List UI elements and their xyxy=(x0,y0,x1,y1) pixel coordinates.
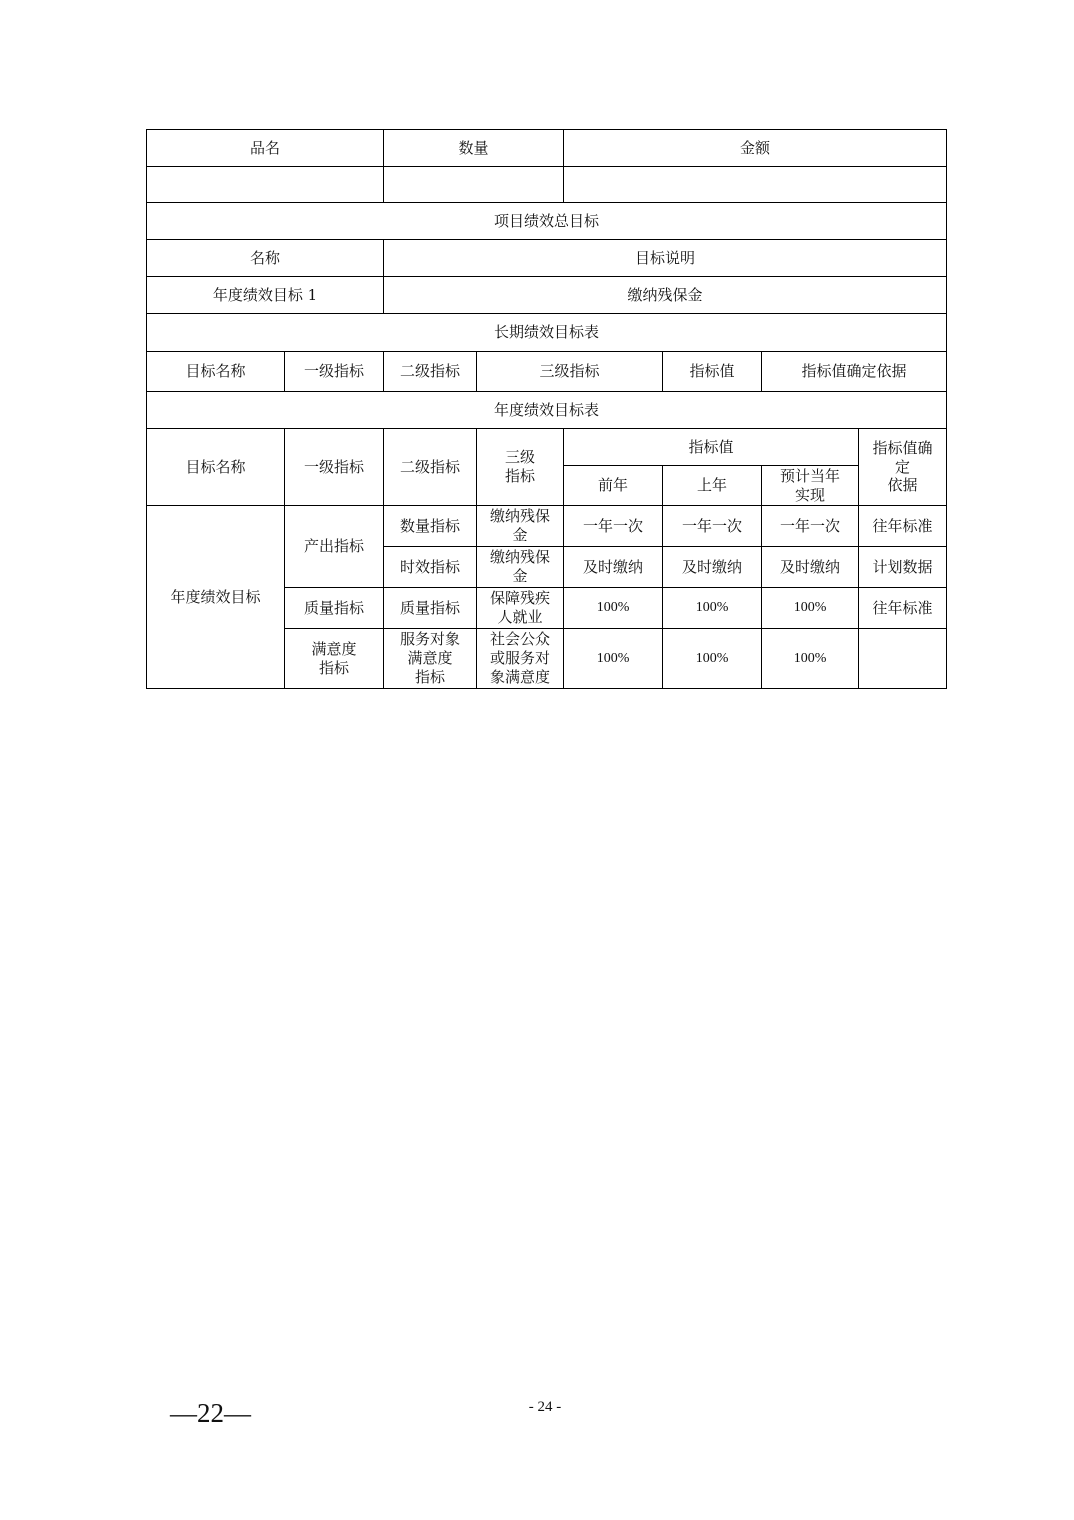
row-level3: 保障残疾 人就业 xyxy=(477,588,564,629)
row-last: 一年一次 xyxy=(663,506,762,547)
row-level3: 缴纳残保 金 xyxy=(477,547,564,588)
annual-title: 年度绩效目标表 xyxy=(147,392,947,429)
long-term-header-level1: 一级指标 xyxy=(285,352,384,392)
row-level1: 产出指标 xyxy=(285,506,384,588)
annual-header-prev-year: 前年 xyxy=(564,466,663,506)
row-prev: 100% xyxy=(564,588,663,629)
cell-quantity xyxy=(384,167,564,203)
table-row xyxy=(147,506,947,547)
row-level3: 社会公众 或服务对 象满意度 xyxy=(477,629,564,689)
row-expected: 一年一次 xyxy=(762,506,859,547)
total-goal-desc-header: 目标说明 xyxy=(384,240,947,277)
performance-goal-table xyxy=(146,129,947,689)
long-term-title: 长期绩效目标表 xyxy=(147,314,947,352)
row-expected: 100% xyxy=(762,629,859,689)
row-level1: 满意度 指标 xyxy=(285,629,384,689)
row-prev: 及时缴纳 xyxy=(564,547,663,588)
page-label: —22— xyxy=(170,1398,251,1428)
total-goal-name: 年度绩效目标 1 xyxy=(147,277,384,314)
row-level1: 质量指标 xyxy=(285,588,384,629)
long-term-header-value: 指标值 xyxy=(663,352,762,392)
header-quantity: 数量 xyxy=(384,130,564,167)
cell-item-name xyxy=(147,167,384,203)
row-basis: 往年标准 xyxy=(859,588,947,629)
annual-header-basis: 指标值确 定 依据 xyxy=(859,429,947,506)
annual-header-expected: 预计当年 实现 xyxy=(762,466,859,506)
cell-amount xyxy=(564,167,947,203)
total-goal-desc: 缴纳残保金 xyxy=(384,277,947,314)
long-term-header-level3: 三级指标 xyxy=(477,352,663,392)
long-term-header-level2: 二级指标 xyxy=(384,352,477,392)
row-prev: 100% xyxy=(564,629,663,689)
annual-header-level2: 二级指标 xyxy=(384,429,477,506)
total-goal-title: 项目绩效总目标 xyxy=(147,203,947,240)
long-term-header-goal-name: 目标名称 xyxy=(147,352,285,392)
row-last: 100% xyxy=(663,588,762,629)
row-last: 及时缴纳 xyxy=(663,547,762,588)
page-number: - 24 - xyxy=(528,1399,562,1415)
row-level3: 缴纳残保 金 xyxy=(477,506,564,547)
annual-header-last-year: 上年 xyxy=(663,466,762,506)
annual-header-level3: 三级 指标 xyxy=(477,429,564,506)
long-term-header-basis: 指标值确定依据 xyxy=(762,352,947,392)
annual-header-goal-name: 目标名称 xyxy=(147,429,285,506)
row-expected: 100% xyxy=(762,588,859,629)
row-level2: 时效指标 xyxy=(384,547,477,588)
header-amount: 金额 xyxy=(564,130,947,167)
annual-header-value: 指标值 xyxy=(564,429,859,466)
annual-header-level1: 一级指标 xyxy=(285,429,384,506)
row-basis xyxy=(859,629,947,689)
row-level2: 质量指标 xyxy=(384,588,477,629)
annual-goal-name: 年度绩效目标 xyxy=(147,506,285,689)
row-last: 100% xyxy=(663,629,762,689)
total-goal-name-header: 名称 xyxy=(147,240,384,277)
row-basis: 往年标准 xyxy=(859,506,947,547)
row-level2: 服务对象 满意度 指标 xyxy=(384,629,477,689)
row-prev: 一年一次 xyxy=(564,506,663,547)
header-item-name: 品名 xyxy=(147,130,384,167)
row-level2: 数量指标 xyxy=(384,506,477,547)
row-expected: 及时缴纳 xyxy=(762,547,859,588)
row-basis: 计划数据 xyxy=(859,547,947,588)
